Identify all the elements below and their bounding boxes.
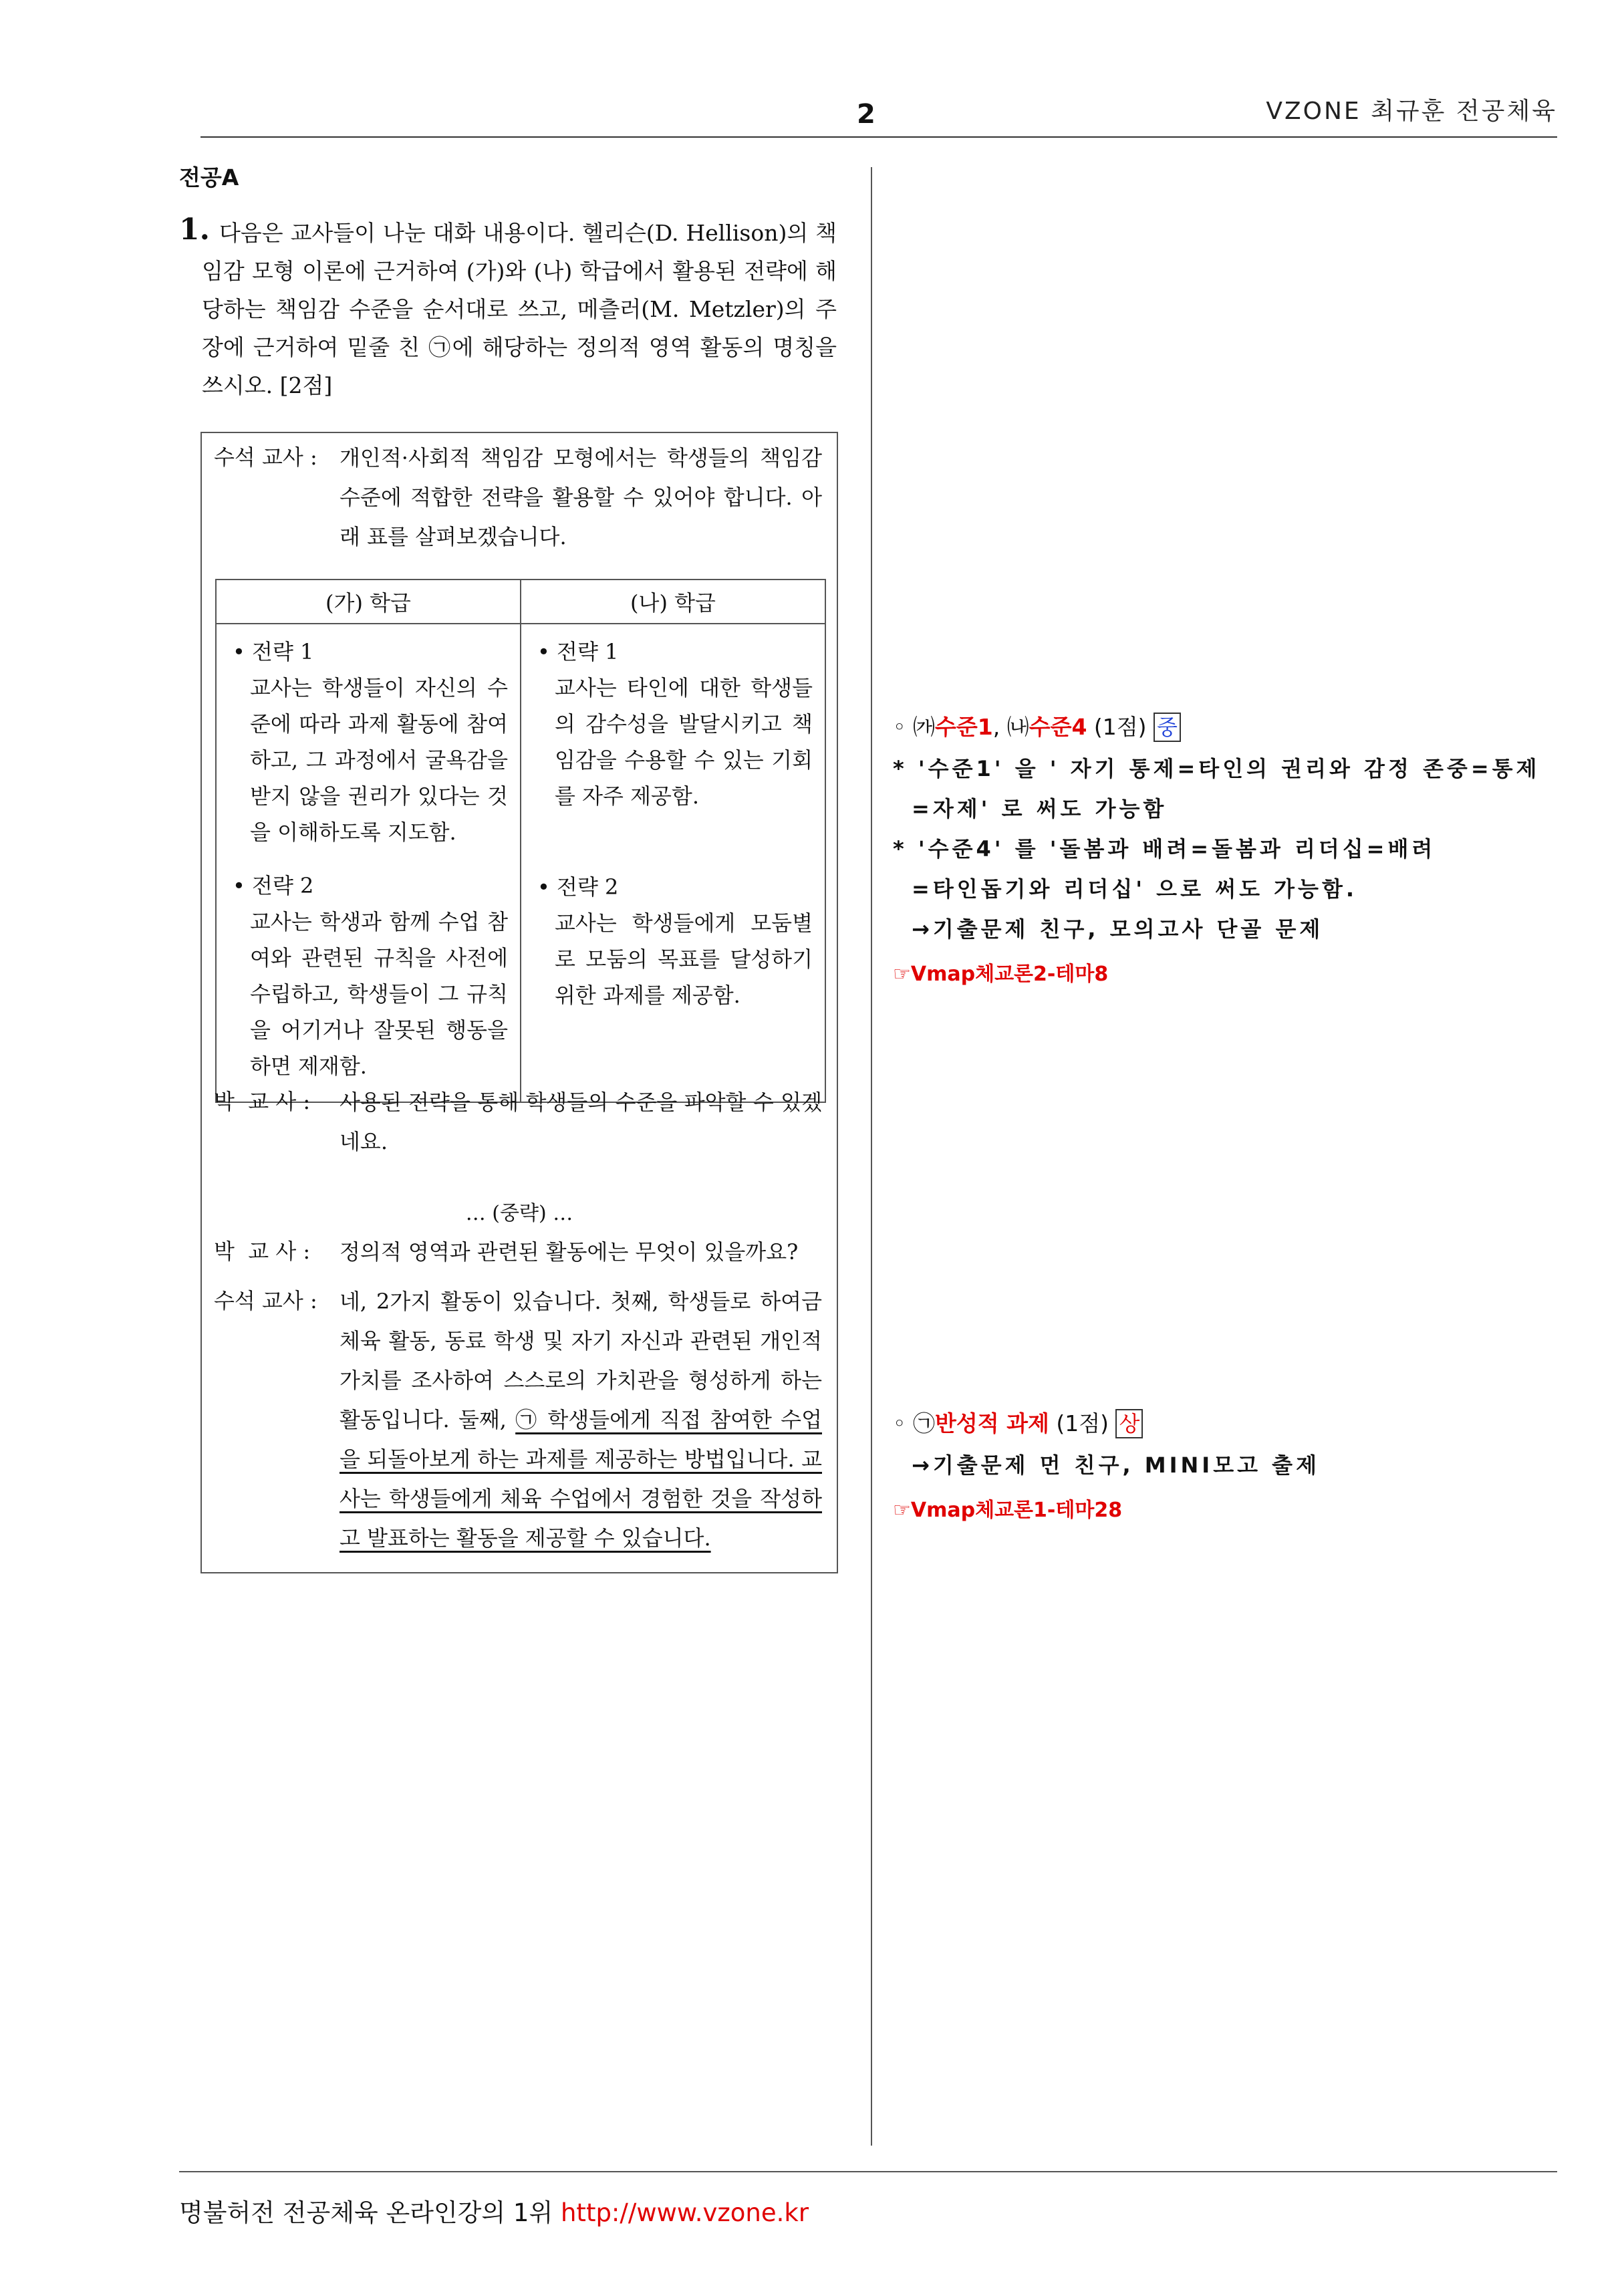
column-header-ga: (가) 학급 bbox=[216, 580, 521, 624]
page-number: 2 bbox=[857, 99, 875, 130]
note-line: →기출문제 먼 친구, MINI모고 출제 bbox=[912, 1452, 1321, 1478]
table-row bbox=[216, 624, 825, 1102]
question-number: 1. bbox=[179, 213, 210, 247]
strategy-body: 교사는 학생과 함께 수업 참여와 관련된 규칙을 사전에 수립하고, 학생들이 그 규칙을 어기거나 잘못된 행동을 하면 제재함. bbox=[250, 909, 508, 1079]
footer-rule bbox=[179, 2171, 1557, 2172]
question-body: 다음은 교사들이 나눈 대화 내용이다. 헬리슨(D. Hellison)의 책임감 모형 이론에 근거하여 (가)와 (나) 학급에서 활용된 전략에 해당하는 책임감 수준을 순서대로 쓰고, 메츨러(M. Metzler)의 주장에 근거하여 밑줄 친 ㉠에 해당하는 정의적 영역 활동의 명칭을 쓰시오. [2점] bbox=[202, 220, 837, 398]
speaker-label: 박 교 사 : bbox=[214, 1239, 311, 1264]
footer-url[interactable]: http://www.vzone.kr bbox=[560, 2198, 809, 2227]
note-line: * '수준4' 를 '돌봄과 배려=돌봄과 리더십=배려 bbox=[893, 836, 1436, 862]
table-header-row bbox=[216, 580, 825, 624]
answer-ga: 수준1 bbox=[934, 714, 993, 740]
utterance: 정의적 영역과 관련된 활동에는 무엇이 있을까요? bbox=[340, 1239, 799, 1265]
footer-text: 명불허전 전공체육 온라인강의 1위 bbox=[179, 2198, 553, 2227]
bullet: ◦ bbox=[893, 714, 906, 740]
column-divider bbox=[871, 167, 872, 2146]
utterance bbox=[340, 1282, 822, 1558]
strategy-table bbox=[215, 579, 826, 1103]
strategy-body: 교사는 학생들이 자신의 수준에 따라 과제 활동에 참여하고, 그 과정에서 굴욕감을 받지 않을 권리가 있다는 것을 이해하도록 지도함. bbox=[250, 675, 508, 845]
label-na: ㈏ bbox=[1006, 714, 1029, 740]
utterance: 개인적·사회적 책임감 모형에서는 학생들의 책임감 수준에 적합한 전략을 활용할 수 있어야 합니다. 아래 표를 살펴보겠습니다. bbox=[340, 445, 822, 549]
strategy-body: 교사는 학생들에게 모둠별로 모둠의 목표를 달성하기 위한 과제를 제공함. bbox=[555, 910, 813, 1008]
note-line: →기출문제 친구, 모의고사 단골 문제 bbox=[912, 916, 1324, 942]
strategy-item bbox=[537, 869, 813, 1013]
difficulty-badge: 상 bbox=[1115, 1409, 1143, 1438]
strategy-body: 교사는 타인에 대한 학생들의 감수성을 발달시키고 책임감을 수용할 수 있는 기회를 자주 제공함. bbox=[555, 675, 813, 809]
difficulty-badge: 중 bbox=[1154, 713, 1181, 742]
utterance: 사용된 전략을 통해 학생들의 수준을 파악할 수 있겠네요. bbox=[340, 1090, 822, 1154]
strategy-item bbox=[233, 634, 508, 850]
separator: , bbox=[992, 714, 1000, 740]
footer bbox=[179, 2192, 809, 2228]
underlined-passage: ㉠ 학생들에게 직접 참여한 수업을 되돌아보게 하는 과제를 제공하는 방법입니다. 교사는 학생들에게 체육 수업에서 경험한 것을 작성하고 발표하는 활동을 제공할 수 있습니다. bbox=[340, 1407, 822, 1551]
speaker-label: 수석 교사 : bbox=[214, 1288, 317, 1313]
strategy-title: • 전략 2 bbox=[233, 873, 314, 898]
utterance-plain: 네, 2가지 활동이 있습니다. 첫째, 학생들로 하여금 체육 활동, 동료 학생 및 자기 자신과 관련된 개인적 가치를 조사하여 스스로의 가치관을 형성하게 하는 활동입니다. 둘째, bbox=[340, 1289, 822, 1432]
section-label: 전공A bbox=[179, 164, 239, 190]
reference-link[interactable]: ☞Vmap체교론1-테마28 bbox=[893, 1499, 1123, 1522]
question-text bbox=[202, 214, 837, 404]
speaker-label: 수석 교사 : bbox=[214, 444, 317, 470]
strategy-title: • 전략 1 bbox=[537, 639, 619, 664]
column-header-na: (나) 학급 bbox=[521, 580, 825, 624]
answer-text: 반성적 과제 bbox=[934, 1410, 1049, 1436]
strategy-item bbox=[537, 634, 813, 814]
answer-2 bbox=[893, 1404, 1143, 1444]
table-cell-na bbox=[521, 624, 825, 1102]
note-line: =타인돕기와 리더십' 으로 써도 가능함. bbox=[912, 876, 1358, 902]
strategy-title: • 전략 2 bbox=[537, 874, 619, 900]
header-brand: VZONE 최규훈 전공체육 bbox=[1266, 98, 1557, 125]
reference-link[interactable]: ☞Vmap체교론2-테마8 bbox=[893, 963, 1109, 986]
label-circled: ㉠ bbox=[912, 1410, 935, 1436]
score: (1점) bbox=[1056, 1410, 1109, 1436]
strategy-item bbox=[233, 868, 508, 1084]
table-cell-ga bbox=[216, 624, 521, 1102]
label-ga: ㈎ bbox=[912, 714, 935, 740]
answer-1 bbox=[893, 707, 1181, 747]
bullet: ◦ bbox=[893, 1410, 906, 1436]
strategy-title: • 전략 1 bbox=[233, 639, 314, 664]
speaker-label: 박 교 사 : bbox=[214, 1089, 311, 1114]
answer-na: 수준4 bbox=[1029, 714, 1087, 740]
header-rule bbox=[200, 136, 1557, 138]
score: (1점) bbox=[1093, 714, 1147, 740]
omission-marker: … (중략) … bbox=[465, 1202, 573, 1225]
note-line: * '수준1' 을 ' 자기 통제=타인의 권리와 감정 존중=통제 bbox=[893, 756, 1540, 781]
note-line: =자제' 로 써도 가능함 bbox=[912, 796, 1168, 821]
